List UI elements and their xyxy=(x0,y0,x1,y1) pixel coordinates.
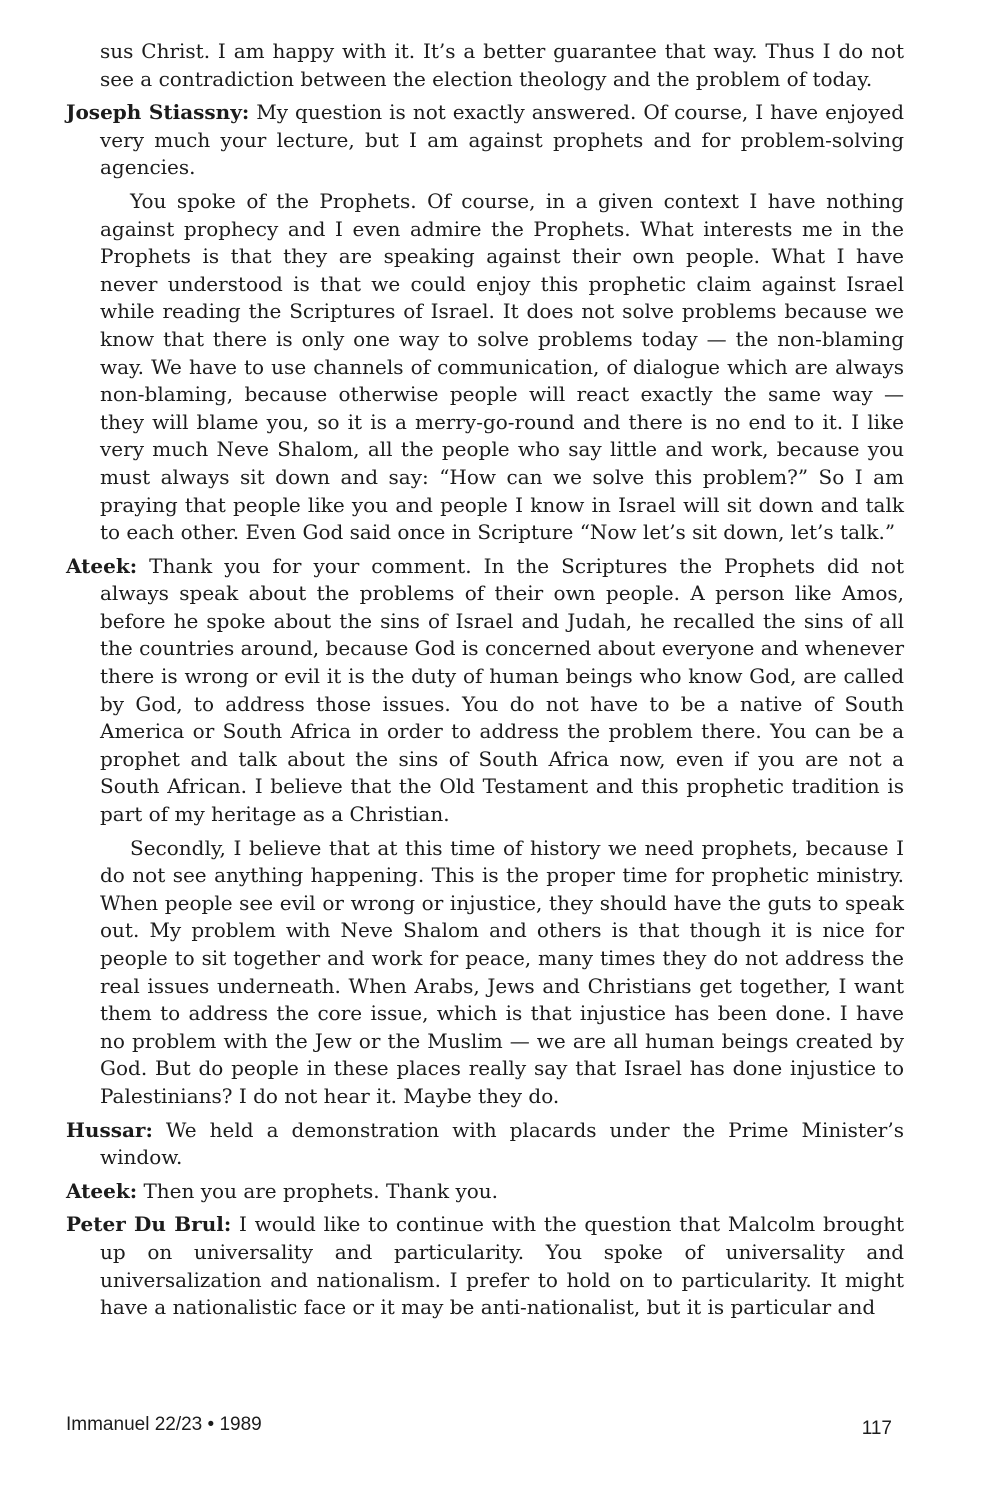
page-number: 117 xyxy=(861,1418,892,1439)
paragraph-continuation xyxy=(66,38,904,93)
paragraph-text: Secondly, I believe that at this time of history we need prophets, because I do not see anything happening. This is the proper time for prophetic ministry. When people see evil or wrong or injustice, they should have the guts to speak out. My problem with Neve Shalom and others is that though it is nice for people to sit together and work for peace, many times they do not address the real issues underneath. When Arabs, Jews and Christians get together, I want them to address the core issue, which is that injustice has been done. I have no problem with the Jew or the Muslim — we are all human beings created by God. But do people in these places really say that Israel has done injustice to Palestinians? I do not hear it. Maybe they do. xyxy=(100,835,904,1108)
speech-stiassny xyxy=(66,99,904,182)
speaker-name: Ateek: xyxy=(66,1178,138,1203)
paragraph-stiassny-continued xyxy=(66,188,904,547)
speaker-name: Peter Du Brul: xyxy=(66,1212,232,1237)
speaker-name: Joseph Stiassny: xyxy=(66,100,250,125)
paragraph-text: I would like to continue with the question that Malcolm brought up on universality and particularity. You spoke of universality and universalization and nationalism. I prefer to hold on to particularity. It might have a nationalistic face or it may be anti-nationalist, but it is particular and xyxy=(100,1212,905,1320)
paragraph-text: Thank you for your comment. In the Scriptures the Prophets did not always speak about the problems of their own people. A person like Amos, before he spoke about the sins of Israel and Judah, he recalled the sins of all the countries around, because God is concerned about everyone and whenever there is wrong or evil it is the duty of human beings who know God, are called by God, to address those issues. You do not have to be a native of South America or South Africa in order to address the problem there. You can be a prophet and talk about the sins of South Africa now, even if you are not a South African. I believe that the Old Testament and this prophetic tradition is part of my heritage as a Christian. xyxy=(100,553,904,827)
speech-ateek xyxy=(66,553,904,829)
speech-du-brul xyxy=(66,1211,904,1321)
paragraph-text: You spoke of the Prophets. Of course, in a given context I have nothing against prophecy and I even admire the Prophets. What interests me in the Prophets is that they are speaking against their own people. What I have never understood is that we could enjoy this prophetic claim against Israel while reading the Scriptures of Israel. It does not solve problems because we know that there is only one way to solve problems today — the non-blaming way. We have to use channels of communication, of dialogue which are always non-blaming, because otherwise people will react exactly the same way — they will blame you, so it is a merry-go-round and there is no end to it. I like very much Neve Shalom, all the people who say little and work, because you must always sit down and say: “How can we solve this problem?” So I am praying that people like you and people I know in Israel will sit down and talk to each other. Even God said once in Scripture “Now let’s sit down, let’s talk.” xyxy=(100,188,904,545)
speaker-name: Hussar: xyxy=(66,1117,153,1142)
journal-citation: Immanuel 22/23 • 1989 xyxy=(66,1414,262,1435)
speech-hussar xyxy=(66,1117,904,1172)
paragraph-text: sus Christ. I am happy with it. It’s a better guarantee that way. Thus I do not see a contradiction between the election theology and the problem of today. xyxy=(100,39,904,91)
paragraph-ateek-continued xyxy=(66,835,904,1111)
paragraph-text: Then you are prophets. Thank you. xyxy=(137,1178,499,1203)
paragraph-text: We held a demonstration with placards under the Prime Minister’s window. xyxy=(100,1117,904,1170)
paragraph-text: My question is not exactly answered. Of course, I have enjoyed very much your lecture, but I am against prophets and for problem-solving agencies. xyxy=(100,100,905,180)
speaker-name: Ateek: xyxy=(66,553,138,578)
text-body xyxy=(66,38,904,1328)
speech-ateek-reply xyxy=(66,1178,904,1206)
